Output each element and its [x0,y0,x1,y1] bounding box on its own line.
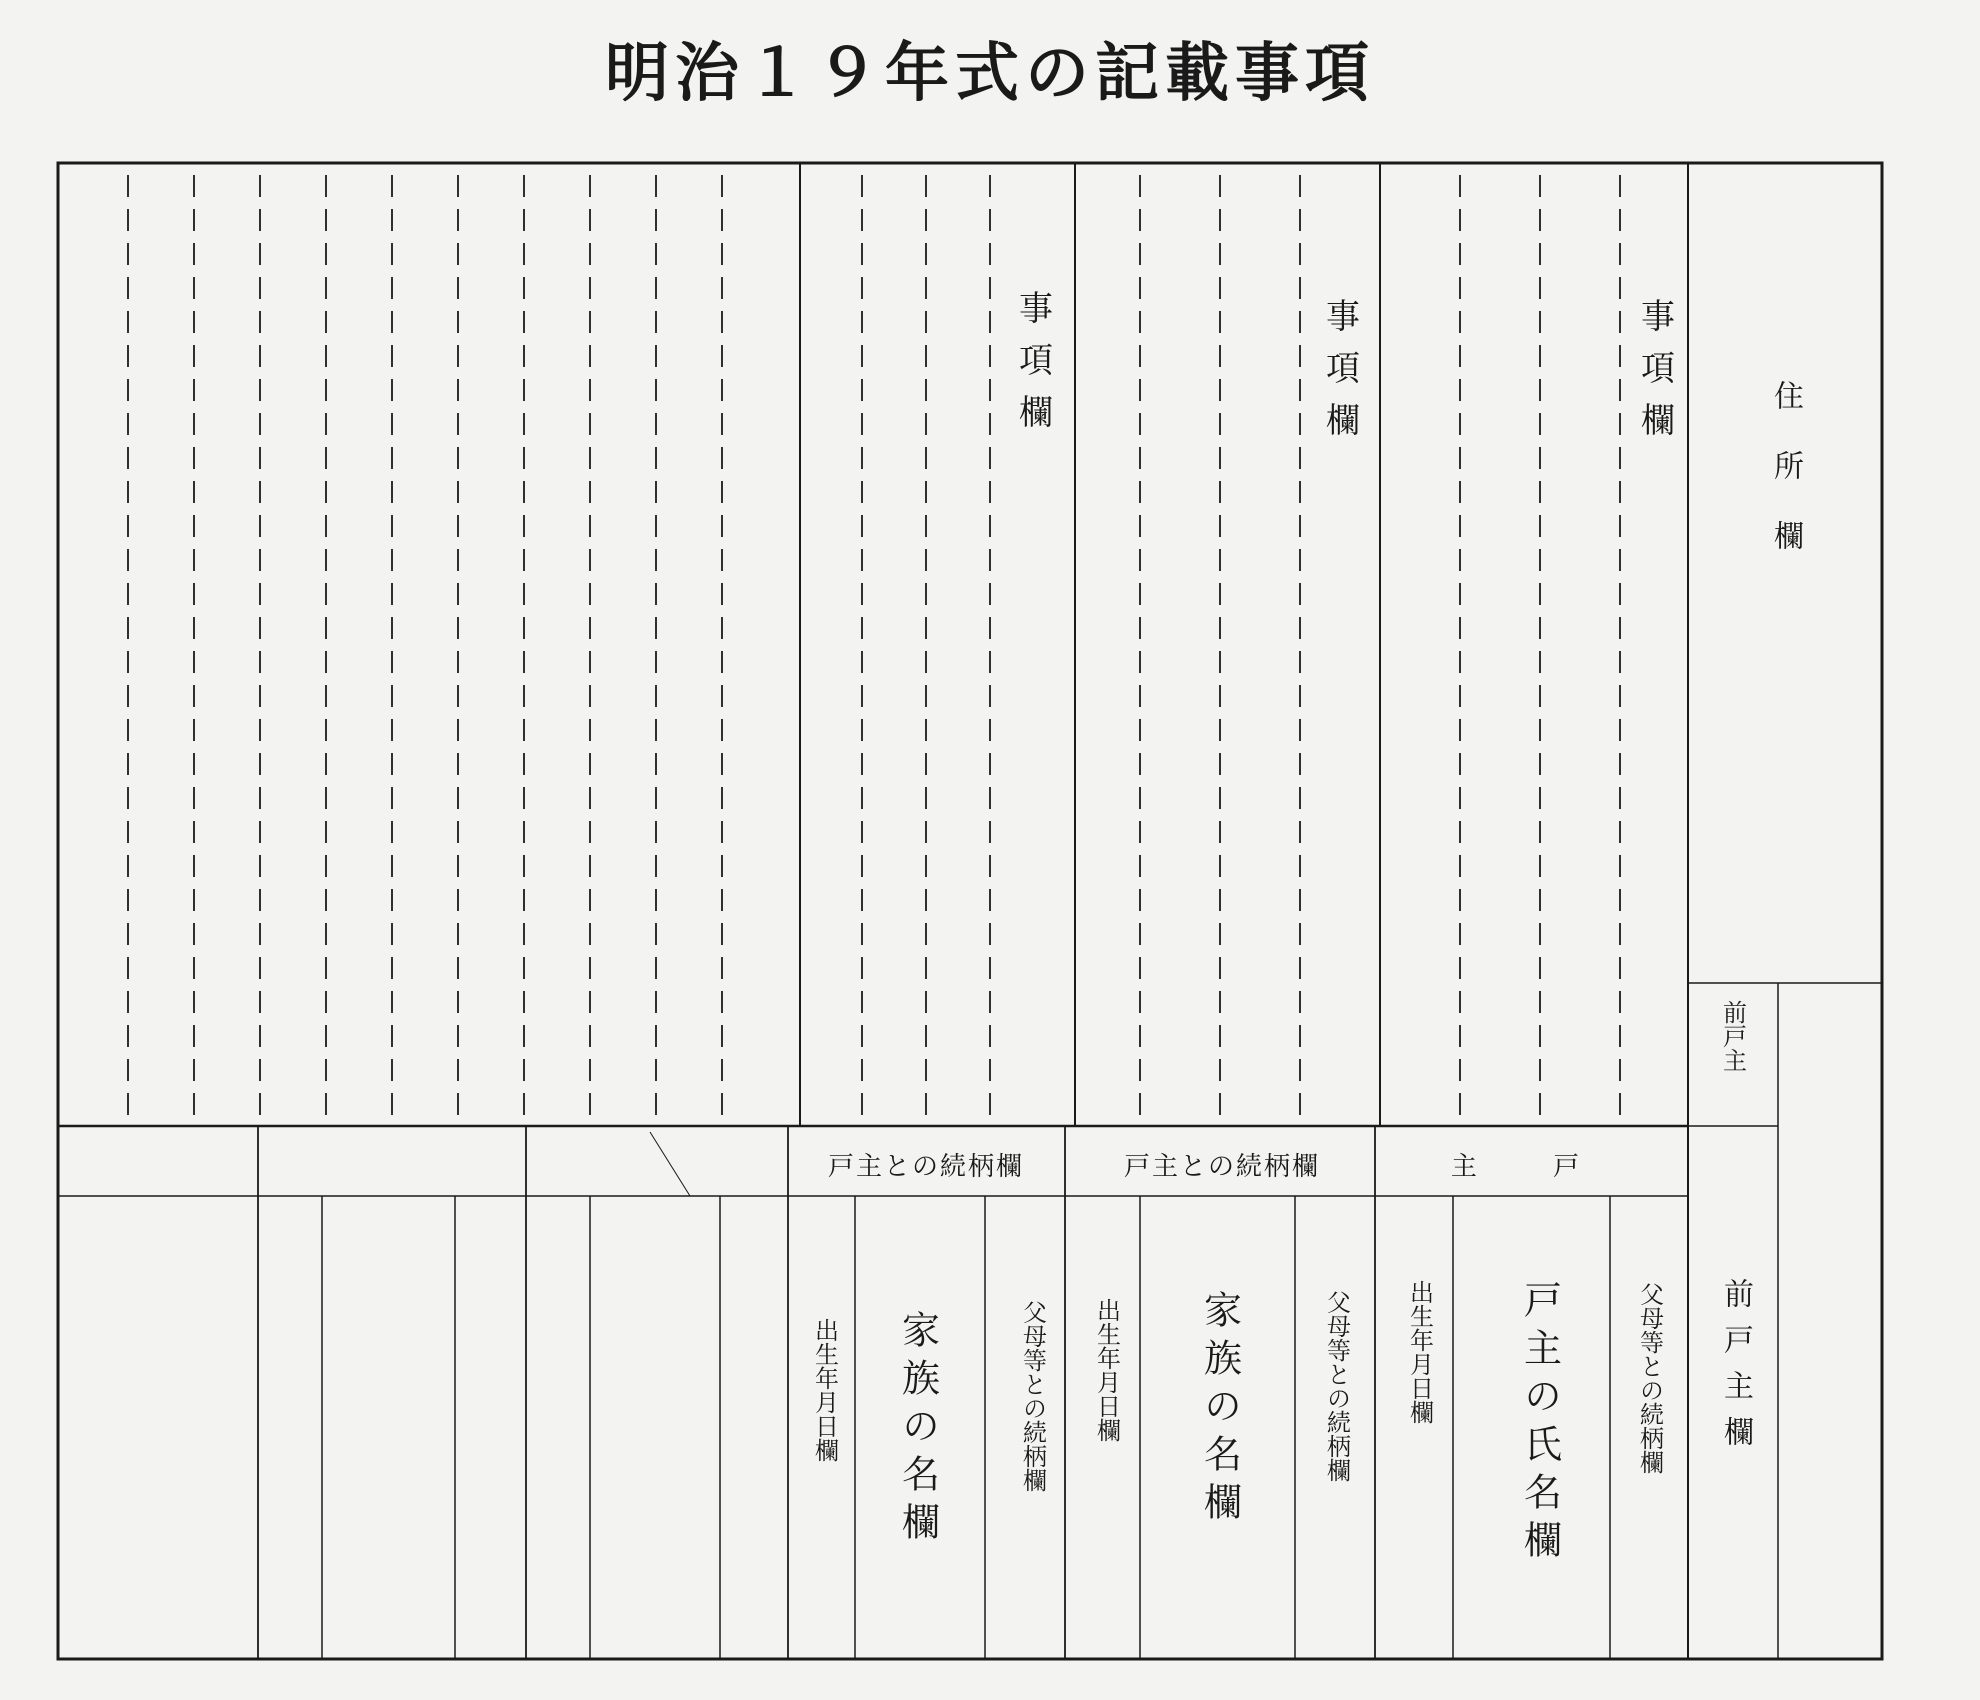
form-outer-frame [58,163,1882,1659]
jusho-label: 住所欄 [1768,380,1803,590]
birthdate-label-1: 出生年月日欄 [810,1318,839,1462]
parent-relation-label-1: 父母等との続柄欄 [1018,1300,1047,1492]
jiko-column-label-1: 事項欄 [1012,290,1053,446]
page-title: 明治１９年式の記載事項 [605,36,1375,111]
jiko-column-label-3: 事項欄 [1634,298,1675,454]
dashed-guide-lines [128,175,1620,1116]
zen-koshu-label: 前戸主欄 [1718,1278,1753,1462]
jiko-column-label-2: 事項欄 [1319,298,1360,454]
birthdate-label-2: 出生年月日欄 [1092,1298,1121,1442]
zen-koshu-small-label: 前戸主 [1718,1000,1747,1072]
family-name-label-2: 家族の名欄 [1197,1290,1242,1530]
family-name-label-1: 家族の名欄 [895,1310,940,1550]
koshu-name-label: 戸主の氏名欄 [1517,1280,1562,1568]
parent-relation-label-3: 父母等との続柄欄 [1635,1282,1664,1474]
zokugara-header-2: 戸主との続柄欄 [1123,1152,1321,1182]
koshu-header: 主 戸 [1450,1152,1614,1182]
birthdate-label-3: 出生年月日欄 [1405,1280,1434,1424]
zokugara-header-1: 戸主との続柄欄 [827,1152,1025,1182]
parent-relation-label-2: 父母等との続柄欄 [1322,1290,1351,1482]
